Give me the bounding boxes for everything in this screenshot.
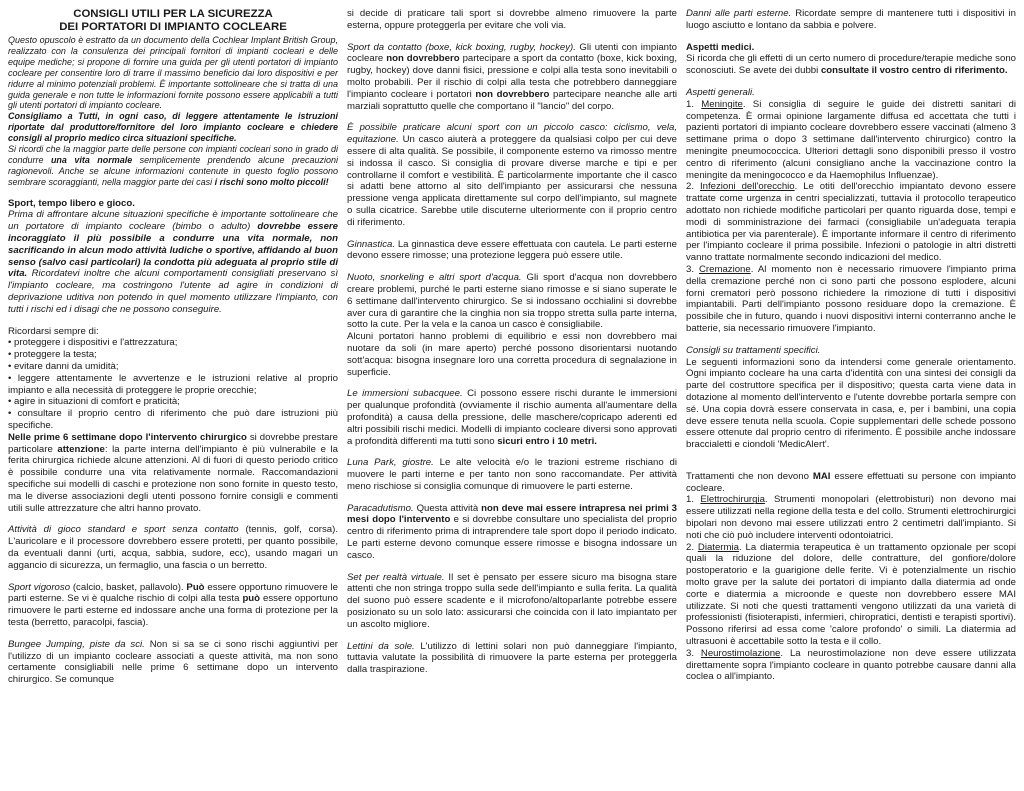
column-right xyxy=(686,8,1016,791)
intro-advice: Consigliamo a Tutti, in ogni caso, di leggere attentamente le istruzioni riportate dal produttore/fornitore del loro impianto cocleare e chiedere consigli al proprio medico circa situazioni specifiche. xyxy=(8,111,338,144)
immersioni-paragraph: Le immersioni subacquee. Ci possono essere rischi durante le immersioni per qualunque profondità (ovviamente il rischio aumenta all'aumentare della profondità) a causa della pressione, delle maschere/copricapo aderenti ed altri possibili rischi medici. Modelli di impianto cocleare diversi sono approvati a profondità differenti ma tutti sono sicuri entro i 10 metri. xyxy=(347,388,677,447)
column-left xyxy=(8,8,338,791)
luna-park-paragraph: Luna Park, giostre. Le alte velocità e/o le trazioni estreme rischiano di muovere le parti interne e per tanto non sono raccomandate. Per attività meno rischiose si consiglia comunque di rimuovere le parti esterne. xyxy=(347,457,677,492)
list-item: • proteggere la testa; xyxy=(8,349,97,361)
bungee-continued: si decide di praticare tali sport si dovrebbe almeno rimuovere la parte esterna, oppure proteggerla per evitare che voli via. xyxy=(347,8,677,31)
list-item: • agire in situazioni di comfort e praticità; xyxy=(8,396,180,408)
elettrochirurgia-paragraph: 1. Elettrochirurgia. Strumenti monopolari (elettrobisturi) non devono mai essere utilizzati nella regione della testa e del collo. Strumenti elettrochirurgici bipolari non devono mai essere utilizzati entro 2 centimetri dall'impianto. Si noti che ciò può includere interventi odontoiatrici. xyxy=(686,494,1016,541)
nuoto-paragraph: Nuoto, snorkeling e altri sport d'acqua. Gli sport d'acqua non dovrebbero creare problemi, purché le parti esterne siano rimosse e si siano superate le 6 settimane dall'intervento chirurgico. Se si indossano occhialini si dovrebbe aver cura di garantire che la cinghia non sia troppo stretta sulla parte interna, sotto la cute. Per la vela e la canoa un casco è consigliabile. xyxy=(347,272,677,331)
paracadutismo-paragraph: Paracadutismo. Questa attività non deve mai essere intrapresa nei primi 3 mesi dopo l'intervento e si dovrebbe consultare uno specialista del proprio centro di riferimento prima di intraprendere tale sport dopo il periodo indicato. Le parti esterne devono comunque essere rimosse e bisogna indossare un casco. xyxy=(347,502,678,561)
infezioni-paragraph: 2. Infezioni dell'orecchio. Le otiti dell'orecchio impiantato devono essere trattate come urgenza in centri specializzati, tuttavia il protocollo terapeutico adottato non richiede modifiche particolari per quanto riguarda dose, tempi e modi di somministrazione dei farmaci (consigliabile un'adeguata terapia antibiotica per via parenterale). È importante informare il centro di riferimento per l'impianto cocleare il prima possibile. Infezioni o patologie in altri distretti vanno trattate normalmente secondo indicazioni del medico. xyxy=(686,181,1016,264)
bungee-paragraph: Bungee Jumping, piste da sci. Non si sa se ci sono rischi aggiuntivi per l'utilizzo di un impianto cocleare associati a queste attività, ma non sono certamente consigliabili nelle prime 6 settimane dopo un intervento chirurgico. Se comunque xyxy=(8,638,338,686)
intro-paragraph: Questo opuscolo è estratto da un documento della Cochlear Implant British Group, realizzato con la consulenza dei principali fornitori di impianti cocleari e delle equipe mediche; si propone di fornire una guida per gli utenti portatori di impianto cocleare per consentire loro di trarre il massimo beneficio dai loro dispositivi e per ridurre al minimo potenziali problemi. È importante sottolineare che si tratta di una guida generale e non tutte le informazioni fornite possono essere applicabili a tutti gli utenti portatori di impianto cocleare. xyxy=(8,35,338,111)
cremazione-paragraph: 3. Cremazione. Al momento non è necessario rimuovere l'impianto prima della cremazione perché non ci sono parti che possono esplodere, alcuni forni crematori però possono richiedere la rimozione di tutti i dispositivi impiantabili. Parti dell'impianto possono residuare dopo la cremazione. È possibile che in futuro, quando i nuovi dispositivi interni conterranno anche le batterie, sia necessario rimuovere l'impianto. xyxy=(686,263,1016,334)
document-title xyxy=(8,8,338,34)
section-heading-sport: Sport, tempo libero e gioco. xyxy=(8,197,135,209)
sport-intro-paragraph: Prima di affrontare alcune situazioni specifiche è importante sottolineare che un portatore di impianto cocleare (bimbo o adulto) dovrebbe essere incoraggiato il più possibile a condurre una vita normale, non sacrificando in alcun modo attività ludiche o sportive, affidando al buon senso (salvo casi particolari) la condotta più adeguata al proprio stile di vita. Ricordatevi inoltre che alcuni comportamenti consigliati preservano sì l'impianto cocleare, ma costringono l'utente ad agire in condizioni di deprivazione uditiva non potendo in quel momento utilizzare l'impianto, con tutti i rischi ed i disagi che ne possono conseguire. xyxy=(8,209,338,315)
section-heading-generali: Aspetti generali. xyxy=(686,86,755,98)
casco-paragraph: È possibile praticare alcuni sport con un piccolo casco: ciclismo, vela, equitazione. Un casco aiuterà a proteggere da qualsiasi colpo per cui deve essere di alta qualità. Se possibile, il componente esterno va rimosso mentre si indossa il casco. Si consiglia di provare diverse marche e tipi e per controllarne il comfort e vestibilità. È particolarmente importante che il casco si adatti bene attorno al sito dell'impianto per assicurarsi che nessuna pressione venga applicata direttamente sul corpo dell'impianto, sul magnete o sulla cicatrice. Sarebbe utile discuterne ulteriormente con il proprio centro di riferimento. xyxy=(347,122,677,228)
title-line-2: DEI PORTATORI DI IMPIANTO COCLEARE xyxy=(59,21,287,33)
list-item: • consultare il proprio centro di riferimento che può dare istruzioni più specifiche. xyxy=(8,408,338,432)
realta-virtuale-paragraph: Set per realtà virtuale. Il set è pensato per essere sicuro ma bisogna stare attenti che non stringa troppo sulla sede dell'impianto e sulla ferita. La qualità del suono può essere scadente e il microfono/altoparlante potrebbe essere posizionato su un solo lato: assicurarsi che coincida con il lato impiantato per un ascolto migliore. xyxy=(347,571,677,630)
meningite-paragraph: 1. Meningite. Si consiglia di seguire le guide dei distretti sanitari di competenza. È ormai opinione largamente diffusa ed accettata che tutti i pazienti portatori di impianto cocleare dovrebbero essere vaccinati (almeno 3 settimane prima o dopo 3 settimane dall'intervento chirurgico) contro la meningite pneumococcica. Ulteriori dettagli sono disponibili presso il vostro centro di riferimento (alcuni consigliano anche la vaccinazione contro la meningite da meningococco e da Haemophilus Influenzae). xyxy=(686,98,1016,181)
remember-label: Ricordarsi sempre di: xyxy=(8,325,99,337)
nuoto-paragraph-2: Alcuni portatori hanno problemi di equilibrio e essi non dovrebbero mai nuotare da soli (in mare aperto) perché possono disorientarsi nuotando sott'acqua: bisogna insegnare loro una corretta procedura di segnalazione in superficie. xyxy=(347,331,677,378)
first-weeks-paragraph: Nelle prime 6 settimane dopo l'intervento chirurgico si dovrebbe prestare particolare attenzione: la parte interna dell'impianto è più vulnerabile e la ferita chirurgica richiede alcune attenzioni. Al di fuori di questo periodo critico è possibile condurre una vita relativamente normale. Raccomandazioni specifiche sui modelli di caschi e protezione non sono fornite in questo testo, ma le diverse associazioni degli utenti possono fornire consigli e commenti utili sulle attrezzature che altri hanno provato. xyxy=(8,431,338,514)
section-heading-medici: Aspetti medici. xyxy=(686,41,755,53)
intro-block xyxy=(8,35,338,188)
remember-list xyxy=(8,337,338,431)
danni-paragraph: Danni alle parti esterne. Ricordate sempre di mantenere tutti i dispositivi in luogo asciutto e lontano da sabbia e polvere. xyxy=(686,8,1016,31)
title-line-1: CONSIGLI UTILI PER LA SICUREZZA xyxy=(73,8,273,20)
lettini-sole-paragraph: Lettini da sole. L'utilizzo di lettini solari non può danneggiare l'impianto, tuttavia valutate la possibilità di rimuovere la parte esterna per proteggerla dalla traspirazione. xyxy=(347,640,678,676)
section-heading-trattamenti: Consigli su trattamenti specifici. xyxy=(686,344,821,356)
list-item: • leggere attentamente le avvertenze e le istruzioni relative al proprio impianto e alla necessità di proteggere le proprie orecchie; xyxy=(8,372,338,396)
mai-heading-paragraph: Trattamenti che non devono MAI essere effettuati su persone con impianto cocleare. xyxy=(686,470,1016,494)
gioco-paragraph: Attività di gioco standard e sport senza contatto (tennis, golf, corsa). L'auricolare e il processore dovrebbero essere protetti, per quanto possibile, da eventuali danni (urti, acqua, sabbia, sudore, ecc), usando magari un aggancio di sicurezza, un fermaglio, una fascia o un berretto. xyxy=(8,524,338,571)
column-middle xyxy=(347,8,677,791)
vigoroso-paragraph: Sport vigoroso (calcio, basket, pallavolo). Può essere opportuno rimuovere le parti esterne. Se vi è qualche rischio di colpi alla testa può essere opportuno rimuovere le parti esterne ed indossare anche una forma di protezione per la testa (berretto, paracolpi, fascia). xyxy=(8,581,339,628)
list-item: • evitare danni da umidità; xyxy=(8,361,119,373)
intro-reminder: Si ricordi che la maggior parte delle persone con impianti cocleari sono in grado di condurre una vita normale semplicemente prendendo alcune precauzioni ragionevoli. Anche se alcune informazioni contenute in questo foglio possono sembrare scoraggianti, nella maggior parte dei casi i rischi sono molto piccoli! xyxy=(8,144,338,187)
neurostimolazione-paragraph: 3. Neurostimolazione. La neurostimolazione non deve essere utilizzata direttamente sopra l'impianto cocleare in quanto potrebbe causare danni alla coclea o all'impianto. xyxy=(686,647,1016,683)
ginnastica-paragraph: Ginnastica. La ginnastica deve essere effettuata con cautela. Le parti esterne devono essere rimosse; una protezione leggera può essere utile. xyxy=(347,238,677,262)
medici-paragraph: Si ricorda che gli effetti di un certo numero di procedure/terapie mediche sono sconosciuti. Se avete dei dubbi consultate il vostro centro di riferimento. xyxy=(686,53,1016,77)
contatto-paragraph: Sport da contatto (boxe, kick boxing, rugby, hockey). Gli utenti con impianto cocleare non dovrebbero partecipare a sport da contatto (boxe, kick boxing, rugby, hockey) dove danni fisici, pressione e colpi alla testa sono inevitabili o molto probabili. Per il rischio di colpi alla testa che potrebbero danneggiare l'impianto cocleare i portatori non dovrebbero partecipare neanche alle arti marziali soprattutto quelle che comportano il "lancio" del corpo. xyxy=(347,41,677,112)
list-item: • proteggere i dispositivi e l'attrezzatura; xyxy=(8,337,178,349)
diatermia-paragraph: 2. Diatermia. La diatermia terapeutica è un trattamento opzionale per scopi quali la riduzione del dolore, delle contratture, del gonfiore/dolore postoperatorio e la guarigione delle ferite. Vi è potenzialmente un rischio molto grave per la salute dei portatori di impianto dalla diatermia ad onde corte e diatermia a microonde e queste non dovrebbero essere MAI utilizzate. Si noti che questi trattamenti vengono utilizzati da una varietà di professionisti (fisioterapisti, infermieri, chiropratici, dentisti e terapisti sportivi). Possono riferirsi ad essa come 'calore profondo' o simili. La diatermia ad ultrasuoni è accettabile sotto la testa e il collo. xyxy=(686,541,1016,648)
trattamenti-paragraph: Le seguenti informazioni sono da intendersi come generale orientamento. Ogni impianto cocleare ha una carta d'identità con una sintesi dei consigli da parte del costruttore specifica per il dispositivo; questa carta viene data in dotazione al momento dell'intervento e l'utente dovrebbe portarla sempre con sé. Una copia dovrà essere conservata in casa, e, per i bambini, una copia deve essere tenuta nella scuola. Copie supplementari delle schede possono essere ottenute dal proprio centro di riferimento. È possibile anche indossare braccialetti e ciondoli 'MedicAlert'. xyxy=(686,356,1016,451)
